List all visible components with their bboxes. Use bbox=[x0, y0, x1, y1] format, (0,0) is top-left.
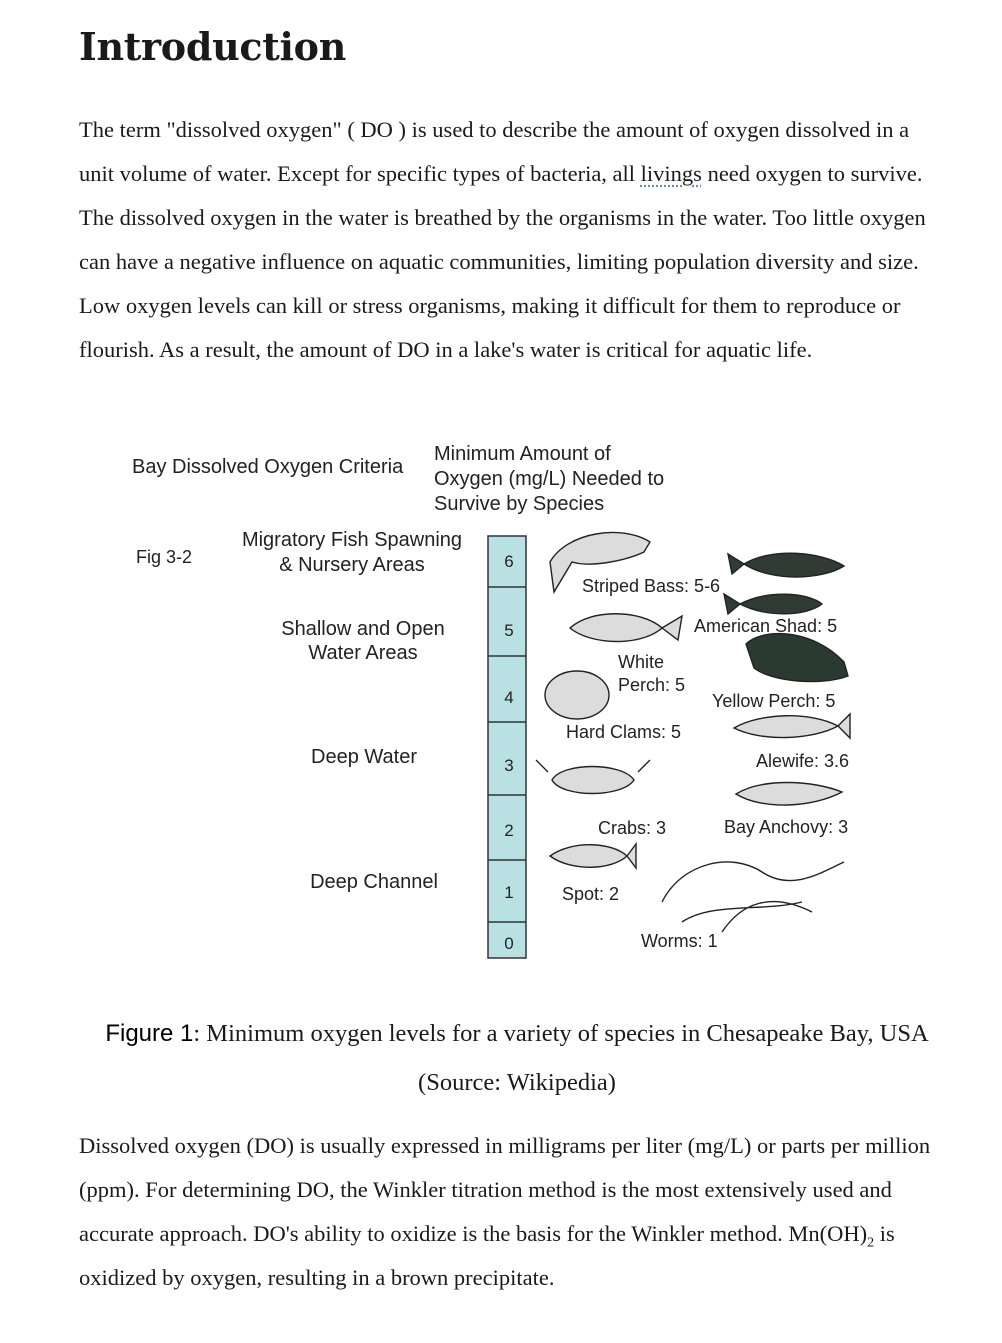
do-text-start: Dissolved oxygen (DO) is usually expressed in milligrams per liter (mg/L) or parts per million (ppm). For determining DO, the Winkler titration method is the most extensively used and accurate approach. DO's ability to oxidize is the basis for the Winkler method. Mn(OH) bbox=[79, 1133, 931, 1246]
figure-caption-label: Figure 1 bbox=[105, 1019, 194, 1047]
alewife-icon bbox=[734, 714, 850, 738]
label-bay-anchovy: Bay Anchovy: 3 bbox=[724, 817, 849, 837]
scale-tick-6: 6 bbox=[504, 552, 514, 571]
bay-anchovy-icon bbox=[736, 783, 842, 806]
label-white-perch-2: Perch: 5 bbox=[618, 675, 686, 695]
scale-tick-2: 2 bbox=[504, 821, 514, 840]
label-hard-clams: Hard Clams: 5 bbox=[566, 722, 682, 742]
white-perch-icon bbox=[570, 614, 682, 642]
label-spot: Spot: 2 bbox=[562, 884, 620, 904]
zone-label-shallow-1: Shallow and Open bbox=[281, 618, 445, 640]
figure-caption bbox=[79, 1009, 955, 1107]
label-worms: Worms: 1 bbox=[641, 931, 718, 951]
figure-title-right-3: Survive by Species bbox=[434, 493, 605, 515]
hard-clam-icon bbox=[545, 671, 609, 719]
yellow-perch-icon bbox=[746, 634, 848, 682]
subscript-2: 2 bbox=[867, 1235, 875, 1251]
page-title: Introduction bbox=[79, 24, 347, 69]
scale-tick-4: 4 bbox=[504, 688, 514, 707]
label-alewife: Alewife: 3.6 bbox=[756, 751, 850, 771]
zone-label-migratory-1: Migratory Fish Spawning bbox=[241, 529, 463, 551]
figure-caption-text: : Minimum oxygen levels for a variety of species in Chesapeake Bay, USA (Source: Wikipedia) bbox=[193, 1019, 929, 1096]
spot-icon bbox=[550, 844, 636, 868]
intro-text-end: need oxygen to survive. The dissolved oxygen in the water is breathed by the organisms in the water. Too little oxygen can have a negative influence on aquatic communities, limiting population diversity and size. Low oxygen levels can kill or stress organisms, making it difficult for them to reproduce or flourish. As a result, the amount of DO in a lake's water is critical for aquatic life. bbox=[79, 161, 926, 362]
scale-tick-5: 5 bbox=[504, 621, 514, 640]
label-american-shad: American Shad: 5 bbox=[694, 616, 838, 636]
oxygen-criteria-figure bbox=[122, 432, 882, 972]
figure-title-left: Bay Dissolved Oxygen Criteria bbox=[132, 456, 404, 478]
oxygen-scale bbox=[488, 536, 526, 958]
zone-label-shallow-2: Water Areas bbox=[308, 642, 418, 664]
crab-icon bbox=[536, 760, 650, 794]
intro-text-start: The term "dissolved oxygen" ( DO ) is used to describe the amount of oxygen dissolved in a unit volume of water. Except for specific types of bacteria, all bbox=[79, 117, 910, 186]
zone-label-deep-water: Deep Water bbox=[311, 746, 417, 768]
scale-tick-3: 3 bbox=[504, 756, 514, 775]
label-white-perch-1: White bbox=[618, 652, 665, 672]
scale-tick-0: 0 bbox=[504, 934, 514, 953]
intro-paragraph bbox=[79, 108, 939, 372]
livings-link[interactable]: livings bbox=[640, 161, 702, 186]
label-crabs: Crabs: 3 bbox=[598, 818, 667, 838]
fig-label: Fig 3-2 bbox=[136, 547, 193, 567]
do-text-end: is oxidized by oxygen, resulting in a brown precipitate. bbox=[79, 1221, 895, 1290]
worm-icon bbox=[662, 862, 844, 932]
figure-title-right-1: Minimum Amount of bbox=[434, 443, 611, 465]
american-shad-icon-2 bbox=[724, 594, 822, 614]
figure-title-right-2: Oxygen (mg/L) Needed to bbox=[434, 468, 665, 490]
scale-tick-1: 1 bbox=[504, 883, 514, 902]
do-paragraph bbox=[79, 1124, 939, 1300]
zone-label-deep-channel: Deep Channel bbox=[310, 871, 438, 893]
zone-label-migratory-2: & Nursery Areas bbox=[279, 554, 425, 576]
label-striped-bass: Striped Bass: 5-6 bbox=[582, 576, 721, 596]
label-yellow-perch: Yellow Perch: 5 bbox=[712, 691, 836, 711]
american-shad-icon bbox=[728, 553, 844, 577]
